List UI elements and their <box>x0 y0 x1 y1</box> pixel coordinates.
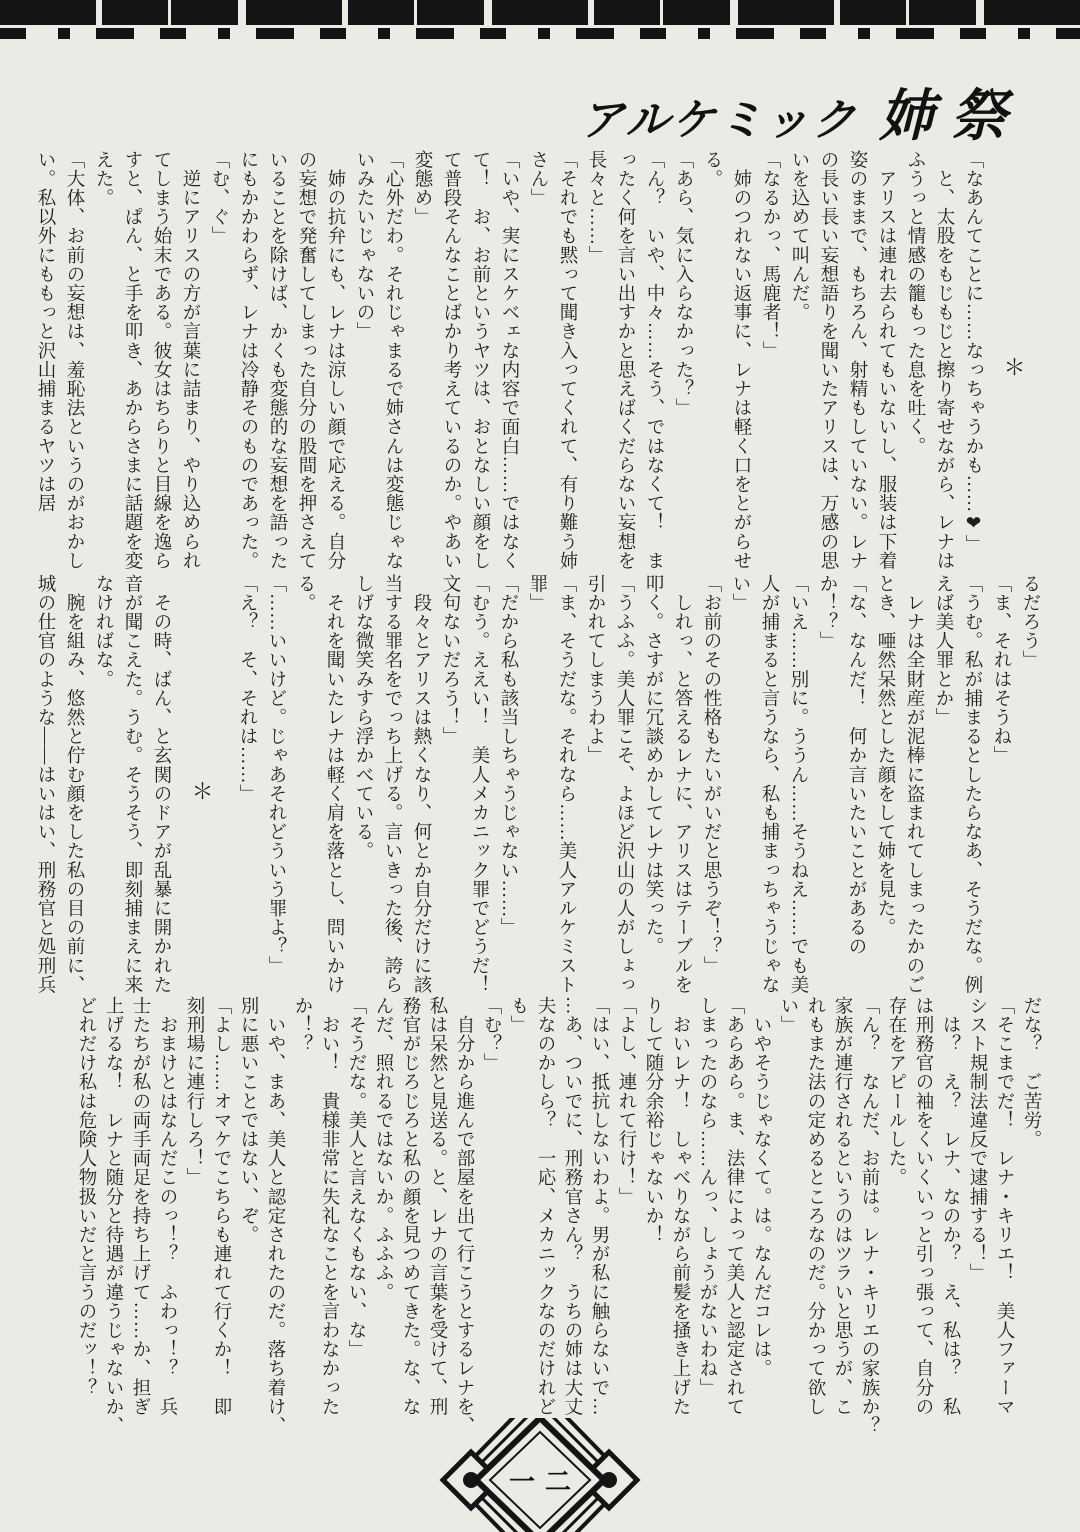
text-column: それを聞いたレナは軽く肩を落とし、問いかけ <box>324 574 344 995</box>
text-column: 務官がじろじろと私の顔を見つめてきた。な、な <box>400 996 420 1417</box>
text-column: 「ん？ なんだ、お前は。レナ・キリエの家族か？ <box>859 996 879 1436</box>
section-break-star: ＊ <box>1001 355 1026 379</box>
text-column: だな？ ご苦労。 <box>1021 996 1041 1149</box>
text-column: い。私以外にももっと沢山捕まるヤツは居 <box>35 150 55 513</box>
text-column: 「ん？ いや、中々……そう、ではなくて！ ま <box>644 150 664 571</box>
text-column: なければな。 <box>93 574 113 689</box>
title-kanji: 姉祭 <box>875 86 1035 148</box>
text-column: 罪」 <box>527 574 547 613</box>
text-column: 段々とアリスは熱くなり、何とか自分だけに該 <box>411 574 431 995</box>
text-column: 自分から進んで部屋を出て行こうとするレナを、 <box>454 996 474 1436</box>
text-column: 「そうだな。美人と言えなくもない、な」 <box>346 996 366 1359</box>
text-column: えば美人罪とか」 <box>933 574 953 727</box>
text-column: 「心外だわ。それじゃまるで姉さんは変態じゃな <box>383 150 403 571</box>
text-column: 「うふふ。美人罪こそ、よほど沢山の人がしょっ <box>614 574 634 995</box>
text-column: 姉の抗弁にも、レナは涼しい顔で応える。自分 <box>325 150 345 571</box>
text-column: 「ま、それはそうね」 <box>991 574 1011 765</box>
text-column: は？ え？ レナ、なのか？ え、私は？ 私 <box>940 996 960 1417</box>
text-column: 私は呆然と見送る。と、レナの言葉を受けて、刑 <box>427 996 447 1417</box>
text-block-2 <box>30 574 1044 1008</box>
text-column: 「え？ そ、それは……」 <box>237 574 257 804</box>
page-number: 一二 <box>508 1467 582 1497</box>
text-column: 引かれてしまうわよ」 <box>585 574 605 765</box>
text-column: か！？」 <box>817 574 837 651</box>
text-column: 逆にアリスの方が言葉に詰まり、やり込められ <box>180 150 200 571</box>
text-column: 「あらあら。ま、法律によって美人と認定されて <box>724 996 744 1417</box>
text-column: 上げるな！ レナと随分と待遇が違うじゃないか、 <box>103 996 123 1436</box>
text-column: て普段そんなことばかり考えているのか。やあい <box>441 150 461 571</box>
text-column: 家族が連行されるというのはツラいと思うが、こ <box>832 996 852 1417</box>
text-block-3 <box>72 996 1044 1444</box>
text-column: 「なるかっ、馬鹿者！」 <box>760 150 780 361</box>
text-column: 長々と……」 <box>586 150 606 265</box>
text-column: いることを除けば、かくも変態的な妄想を語った <box>267 150 287 571</box>
text-column: りして随分余裕じゃないか！ <box>643 996 663 1245</box>
text-column: その時、ばん、と玄関のドアが乱暴に開かれた <box>151 574 171 995</box>
text-column: 「む？」 <box>481 996 501 1073</box>
text-column: 変態め」 <box>412 150 432 227</box>
text-column: と、太股をもじもじと擦り寄せながら、レナは <box>934 150 954 571</box>
text-column: 「よし、連れて行け！」 <box>616 996 636 1207</box>
text-column: の長い長い妄想語りを聞いたアリスは、万感の思 <box>818 150 838 571</box>
text-column: 音が聞こえた。うむ。そうそう、即刻捕まえに来 <box>122 574 142 995</box>
page-number-ornament <box>405 1418 675 1532</box>
top-border-dash-row <box>0 28 1080 39</box>
text-column: 「あら、気に入らなかった？」 <box>673 150 693 418</box>
text-column: とき、唖然呆然とした顔をして姉を見た。 <box>875 574 895 937</box>
text-column: 「いえ……別に。ううん……そうねえ……でも美 <box>788 574 808 995</box>
text-column: てしまう始末である。彼女はちらりと目線を逸ら <box>151 150 171 571</box>
text-column: 当する罪名をでっち上げる。言いきった後、誇ら <box>382 574 402 995</box>
text-block-1 <box>30 150 1044 584</box>
text-column: 夫なのかしら？ 一応、メカニックなのだけれど <box>535 996 555 1417</box>
text-column: 刻刑場に連行しろ！」 <box>184 996 204 1187</box>
text-column: いみたいじゃないの」 <box>354 150 374 341</box>
text-column: どれだけ私は危険人物扱いだと言うのだッ！？ <box>76 996 96 1398</box>
text-column: 存在をアピールした。 <box>886 996 906 1187</box>
text-column: も」 <box>508 996 528 1035</box>
text-column: おいレナ！ しゃべりながら前髪を掻き上げた <box>670 996 690 1417</box>
text-column: 「うむ。私が捕まるとしたらなあ、そうだな。例 <box>962 574 982 995</box>
section-break-star: ＊ <box>189 779 214 803</box>
text-column: 姉のつれない返事に、レナは軽く口をとがらせ <box>731 150 751 571</box>
decorative-top-border <box>0 0 1080 39</box>
text-column: い」 <box>778 996 798 1035</box>
text-column: 叩く。さすがに冗談めかしてレナは笑った。 <box>643 574 663 956</box>
text-column: る。 <box>702 150 722 189</box>
text-column: しまったのなら……んっ、しょうがないわね」 <box>697 996 717 1398</box>
text-column: て！ お、お前というヤツは、おとなしい顔をし <box>470 150 490 571</box>
text-column: んだ、照れるではないか。ふふふ。 <box>373 996 393 1302</box>
text-column: えた。 <box>93 150 113 208</box>
text-column: いや、まあ、美人と認定されたのだ。落ち着け、 <box>265 996 285 1436</box>
text-column: 腕を組み、悠然と佇む顔をした私の目の前に、 <box>64 574 84 995</box>
text-column: 「むう。ええい！ 美人メカニック罪でどうだ！ <box>469 574 489 995</box>
text-column: 「ま、そうだな。それなら……美人アルケミスト <box>556 574 576 995</box>
text-column: おい！ 貴様非常に失礼なことを言わなかった <box>319 996 339 1417</box>
text-column: 「よし……オマケでこちらも連れて行くか！ 即 <box>211 996 231 1417</box>
text-column: 「な、なんだ！ 何か言いたいことがあるの <box>846 574 866 956</box>
text-column: シスト規制法違反で逮捕する！」 <box>967 996 987 1283</box>
text-column: るだろう」 <box>1020 574 1040 670</box>
text-column: 「それでも黙って聞き入ってくれて、有り難う姉 <box>557 150 577 571</box>
text-column: か！？ <box>292 996 312 1054</box>
text-column: 「お前のその性格もたいがいだと思うぞ！？」 <box>701 574 721 976</box>
page-title <box>576 72 1038 152</box>
text-column: 「いや、実にスケベェな内容で面白……ではなく <box>499 150 519 571</box>
text-column: れもまた法の定めるところなのだ。分かって欲し <box>805 996 825 1417</box>
text-column: 人が捕まると言うなら、私も捕まっちゃうじゃな <box>759 574 779 995</box>
text-column: すと、ぱん、と手を叩き、あからさまに話題を変 <box>122 150 142 571</box>
text-column: しげな微笑みすら浮かべている。 <box>353 574 373 861</box>
text-column: さん」 <box>528 150 548 208</box>
text-column: 「大体、お前の妄想は、羞恥法というのがおかし <box>64 150 84 571</box>
text-column: にもかかわらず、レナは冷静そのものであった。 <box>238 150 258 571</box>
text-column: おまけとはなんだこのっ！？ ふわっ！？ 兵 <box>157 996 177 1417</box>
text-column: い」 <box>730 574 750 613</box>
text-column: 別に悪いことではない、ぞ。 <box>238 996 258 1245</box>
text-column: ったく何を言い出すかと思えばくだらない妄想を <box>615 150 635 571</box>
text-column: 文句ないだろう！」 <box>440 574 460 746</box>
text-column: 姿のままで、もちろん、射精もしていない。レナ <box>847 150 867 571</box>
text-column: 士たちが私の両手両足を持ち上げて……か、担ぎ <box>130 996 150 1417</box>
text-column: 「そこまでだ！ レナ・キリエ！ 美人ファーマ <box>994 996 1014 1417</box>
text-column: 「だから私も該当しちゃうじゃない……」 <box>498 574 518 937</box>
text-column: …あ、ついでに、刑務官さん？ うちの姉は大丈 <box>562 996 582 1417</box>
text-column: レナは全財産が泥棒に盗まれてしまったかのご <box>904 574 924 995</box>
text-column: は刑務官の袖をくいくいっと引っ張って、自分の <box>913 996 933 1417</box>
text-column: ふうっと情感の籠もった息を吐く。 <box>905 150 925 456</box>
text-column: 「む、ぐ」 <box>209 150 229 246</box>
text-column: いやそうじゃなくて。は。なんだコレは。 <box>751 996 771 1378</box>
text-column: 「なあんてことに……なっちゃうかも……❤」 <box>963 150 983 554</box>
text-column: いを込めて叫んだ。 <box>789 150 809 322</box>
text-column: 「……いいけど。じゃあそれどういう罪よ？」 <box>266 574 286 976</box>
text-column: 「はい、抵抗しないわよ。男が私に触らないで… <box>589 996 609 1417</box>
text-column: しれっ、と答えるレナに、アリスはテーブルを <box>672 574 692 995</box>
text-column: アリスは連れ去られてもいないし、服装は下着 <box>876 150 896 571</box>
title-katakana: アルケミック <box>577 96 868 145</box>
top-border-bar-row <box>0 0 1080 25</box>
text-column: 城の仕官のような――はいはい、刑務官と処刑兵 <box>35 574 55 995</box>
text-column: る。 <box>295 574 315 613</box>
text-column: の妄想で発奮してしまった自分の股間を押さえて <box>296 150 316 571</box>
